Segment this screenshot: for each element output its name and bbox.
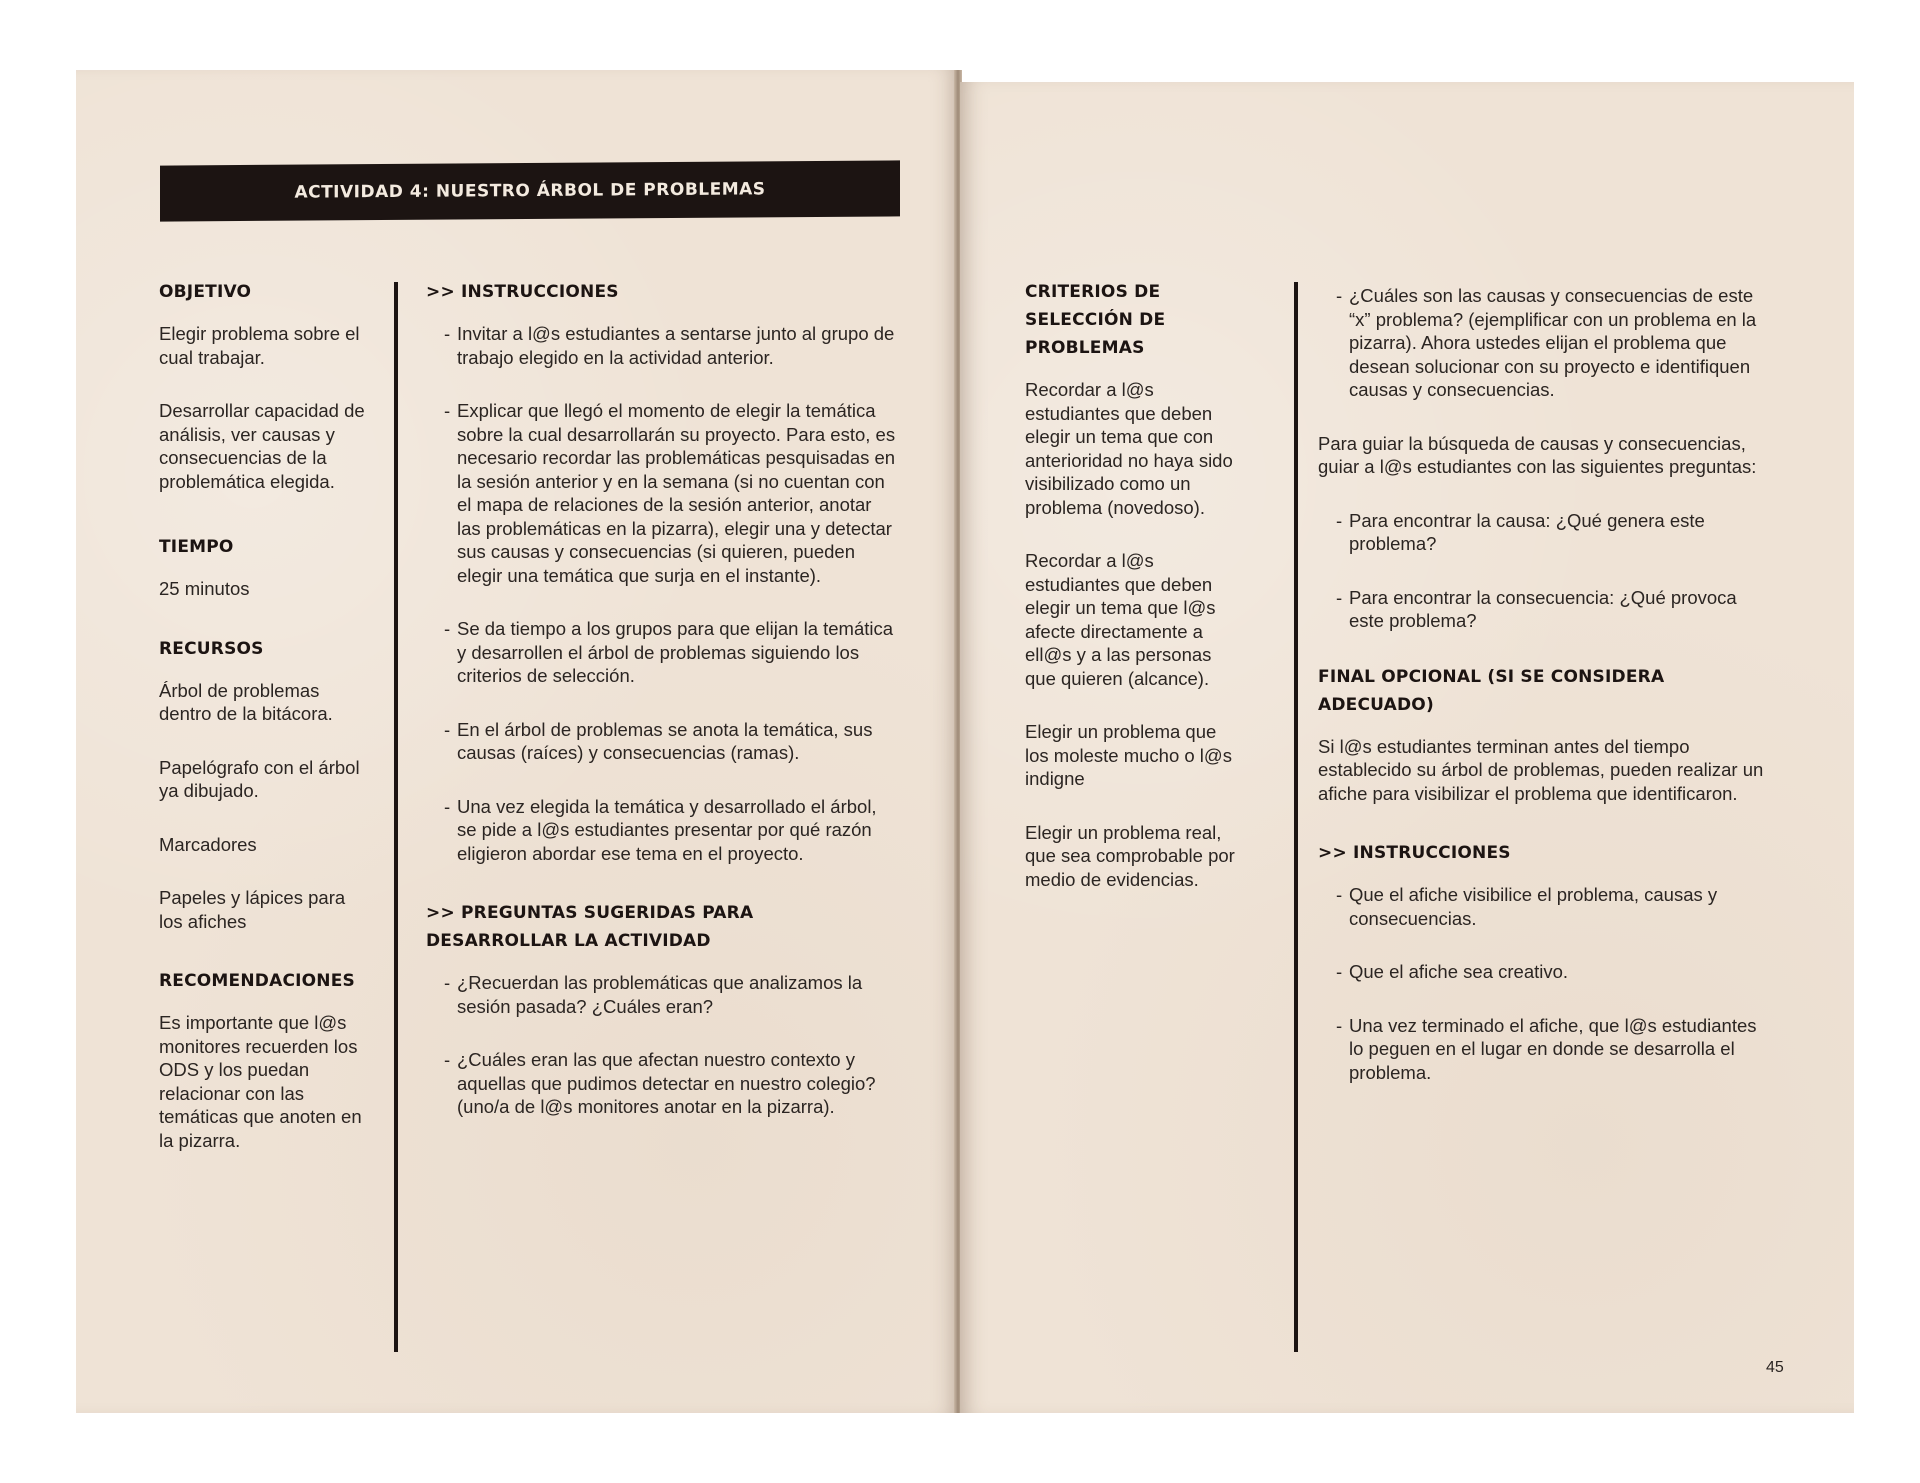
page-number: 45	[1766, 1359, 1784, 1376]
recursos-heading: RECURSOS	[159, 638, 264, 659]
left-main-column	[426, 278, 896, 1119]
right-sidebar	[1025, 278, 1235, 891]
instruccion-item: - Se da tiempo a los grupos para que elijan la temática y desarrollen el árbol de problemas siguiendo los criterios de selección.	[444, 617, 896, 688]
criterio-item: Recordar a l@s estudiantes que deben elegir un tema que l@s afecte directamente a ell@s y a las personas que quieren (alcance).	[1025, 550, 1216, 689]
left-page	[76, 70, 958, 1413]
final-opcional-text: Si l@s estudiantes terminan antes del tiempo establecido su árbol de problemas, pueden realizar un afiche para visibilizar el problema que identificaron.	[1318, 735, 1764, 804]
instruccion-item: - Explicar que llegó el momento de elegir la temática sobre la cual desarrollarán su proyecto. Para esto, es necesario recordar las problemáticas pesquisadas en la sesión anterior y en la semana (si no cuentan con el mapa de relaciones de la sesión anterior, anotar las problemáticas en la pizarra), elegir una y detectar sus causas y consecuencias (si quieren, pueden elegir una temática que surja en el instante).	[444, 399, 896, 587]
instrucciones-heading: >> INSTRUCCIONES	[1318, 843, 1511, 863]
instruccion-item: - Una vez terminado el afiche, que l@s estudiantes lo peguen en el lugar en donde se desarrolla el problema.	[1336, 1014, 1764, 1085]
criterio-item: Recordar a l@s estudiantes que deben elegir un tema que con anterioridad no haya sido visibilizado como un problema (novedoso).	[1025, 379, 1233, 518]
final-opcional-heading: FINAL OPCIONAL (SI SE CONSIDERA ADECUADO)	[1318, 666, 1665, 715]
recomendaciones-heading: RECOMENDACIONES	[159, 971, 355, 991]
recomendaciones-text: Es importante que l@s monitores recuerden los ODS y los puedan relacionar con las temáticas que anoten en la pizarra.	[159, 1012, 362, 1151]
instruccion-item: - Que el afiche visibilice el problema, causas y consecuencias.	[1336, 883, 1764, 930]
pregunta-causas: - ¿Cuáles son las causas y consecuencias de este “x” problema? (ejemplificar con un problema en la pizarra). Ahora ustedes elijan el problema que desean solucionar con su proyecto e identifiquen causas y consecuencias.	[1336, 284, 1764, 402]
recurso-item: Papeles y lápices para los afiches	[159, 887, 346, 932]
guiar-text: Para guiar la búsqueda de causas y consecuencias, guiar a l@s estudiantes con las siguientes preguntas:	[1318, 432, 1757, 477]
recurso-item: Árbol de problemas dentro de la bitácora.	[159, 679, 333, 724]
instruccion-item: - Que el afiche sea creativo.	[1336, 960, 1764, 984]
tiempo-value: 25 minutos	[159, 578, 250, 599]
objetivo-item: Elegir problema sobre el cual trabajar.	[159, 323, 360, 368]
tiempo-heading: TIEMPO	[159, 537, 234, 557]
preguntas-heading: >> PREGUNTAS SUGERIDAS PARA DESARROLLAR LA ACTIVIDAD	[426, 903, 754, 951]
column-divider	[394, 282, 398, 1352]
guiar-item: - Para encontrar la consecuencia: ¿Qué provoca este problema?	[1336, 586, 1764, 633]
activity-title-banner: ACTIVIDAD 4: NUESTRO ÁRBOL DE PROBLEMAS	[160, 160, 900, 221]
recurso-item: Marcadores	[159, 833, 257, 855]
right-page	[960, 82, 1854, 1413]
pregunta-item: - ¿Cuáles eran las que afectan nuestro contexto y aquellas que pudimos detectar en nuestro colegio? (uno/a de l@s monitores anotar en la pizarra).	[444, 1048, 896, 1119]
recurso-item: Papelógrafo con el árbol ya dibujado.	[159, 756, 360, 801]
instruccion-item: - En el árbol de problemas se anota la temática, sus causas (raíces) y consecuencias (ramas).	[444, 718, 896, 765]
criterios-heading: CRITERIOS DE SELECCIÓN DE PROBLEMAS	[1025, 282, 1166, 358]
objetivo-heading: OBJETIVO	[159, 282, 252, 302]
open-booklet	[76, 70, 1854, 1413]
criterio-item: Elegir un problema real, que sea comprobable por medio de evidencias.	[1025, 821, 1235, 890]
objetivo-item: Desarrollar capacidad de análisis, ver causas y consecuencias de la problemática elegida.	[159, 400, 365, 492]
right-main-column	[1294, 282, 1764, 1084]
instrucciones-heading: >> INSTRUCCIONES	[426, 282, 619, 302]
criterio-item: Elegir un problema que los moleste mucho o l@s indigne	[1025, 721, 1232, 789]
instruccion-item: - Una vez elegida la temática y desarrollado el árbol, se pide a l@s estudiantes presentar por qué razón eligieron abordar ese tema en el proyecto.	[444, 795, 896, 866]
guiar-item: - Para encontrar la causa: ¿Qué genera este problema?	[1336, 509, 1764, 556]
left-sidebar	[159, 278, 369, 1152]
pregunta-item: - ¿Recuerdan las problemáticas que analizamos la sesión pasada? ¿Cuáles eran?	[444, 971, 896, 1018]
instruccion-item: - Invitar a l@s estudiantes a sentarse junto al grupo de trabajo elegido en la actividad anterior.	[444, 322, 896, 369]
